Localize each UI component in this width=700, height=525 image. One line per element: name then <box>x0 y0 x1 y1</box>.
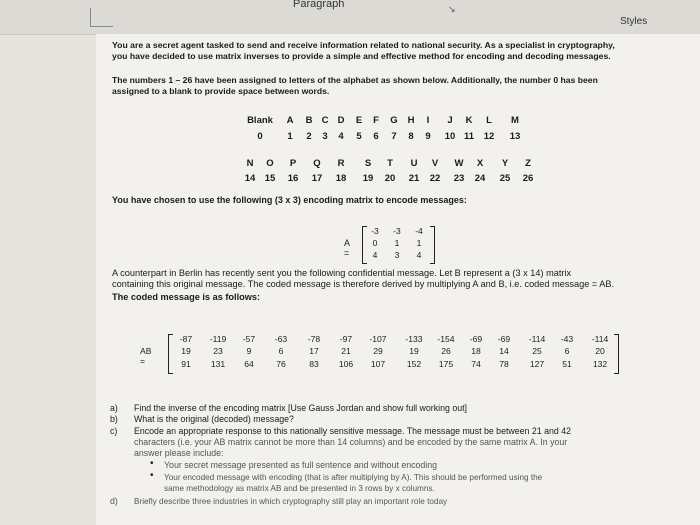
matrix-ab-cell: -154 <box>437 334 455 344</box>
alphabet-number: 9 <box>425 131 431 142</box>
alphabet-letter: H <box>407 115 415 126</box>
alphabet-letter: L <box>486 115 492 126</box>
matrix-ab-cell: 18 <box>471 346 481 356</box>
matrix-ab-cell: 21 <box>341 346 351 356</box>
alphabet-letter: W <box>454 158 464 169</box>
alphabet-letter: C <box>321 115 329 126</box>
alphabet-letter: Y <box>501 158 509 169</box>
question-b-marker: b) <box>110 414 118 424</box>
matrix-a-cell: 1 <box>394 238 400 248</box>
matrix-ab-cell: 78 <box>499 359 509 369</box>
alphabet-number: 22 <box>429 173 441 184</box>
matrix-ab-cell: -69 <box>469 334 483 344</box>
alphabet-letter: Z <box>525 158 531 169</box>
counterpart-line-3: The coded message is as follows: <box>112 292 261 302</box>
alphabet-letter: A <box>286 115 294 126</box>
matrix-ab-cell: -133 <box>405 334 423 344</box>
matrix-ab-cell: 9 <box>246 346 252 356</box>
question-a-marker: a) <box>110 403 118 413</box>
matrix-ab-cell: 76 <box>276 359 286 369</box>
alphabet-number: 13 <box>509 131 521 142</box>
matrix-ab-cell: 107 <box>370 359 386 369</box>
question-c-line-2: characters (i.e. your AB matrix cannot be more than 14 columns) and be encoded by the same matrix A. In your <box>134 437 568 447</box>
matrix-a-cell: 4 <box>416 250 422 260</box>
alphabet-number: 1 <box>287 131 293 142</box>
matrix-ab-cell: 26 <box>441 346 451 356</box>
alphabet-letter: S <box>364 158 372 169</box>
alphabet-number: 19 <box>362 173 374 184</box>
matrix-ab-cell: 64 <box>244 359 254 369</box>
matrix-a-cell: 3 <box>394 250 400 260</box>
matrix-ab-right-bracket <box>614 334 619 374</box>
matrix-intro: You have chosen to use the following (3 x 3) encoding matrix to encode messages: <box>112 195 467 205</box>
matrix-a-cell: 0 <box>372 238 378 248</box>
alphabet-letter: Q <box>313 158 321 169</box>
alphabet-number: 12 <box>483 131 495 142</box>
counterpart-line-2: containing this original message. The coded message is therefore derived by multiplying A and B, i.e. coded message = AB. <box>112 279 615 289</box>
alphabet-letter: N <box>246 158 254 169</box>
alphabet-letter: F <box>373 115 379 126</box>
matrix-ab-cell: 29 <box>373 346 383 356</box>
matrix-ab-cell: 25 <box>532 346 542 356</box>
matrix-ab-cell: 51 <box>562 359 572 369</box>
bullet-2-icon: • <box>150 470 154 481</box>
question-c-line-3: answer please include: <box>134 448 224 458</box>
matrix-ab-cell: -43 <box>560 334 574 344</box>
paragraph-dialog-launcher-icon[interactable]: ↘ <box>448 4 456 14</box>
alphabet-number: 17 <box>311 173 323 184</box>
alphabet-number: 0 <box>257 131 263 142</box>
alphabet-number: 8 <box>408 131 414 142</box>
matrix-ab-cell: 152 <box>406 359 422 369</box>
matrix-ab-cell: -107 <box>369 334 387 344</box>
alphabet-number: 20 <box>384 173 396 184</box>
matrix-ab-cell: -63 <box>274 334 288 344</box>
alphabet-number: 26 <box>522 173 534 184</box>
ribbon-divider <box>90 8 113 27</box>
question-a-text: Find the inverse of the encoding matrix [Use Gauss Jordan and show full working out] <box>134 403 467 413</box>
matrix-ab-cell: 19 <box>409 346 419 356</box>
alphabet-letter: E <box>355 115 363 126</box>
alphabet-number: 3 <box>322 131 328 142</box>
alphabet-letter: P <box>289 158 297 169</box>
matrix-ab-cell: 20 <box>595 346 605 356</box>
question-d-marker: d) <box>110 496 118 506</box>
intro-line-2: you have decided to use matrix inverses to provide a simple and effective method for encoding and decoding messages. <box>112 51 611 61</box>
alphabet-letter: T <box>387 158 393 169</box>
matrix-ab-cell: 6 <box>564 346 570 356</box>
alphabet-number: 24 <box>474 173 486 184</box>
matrix-ab-cell: 83 <box>309 359 319 369</box>
question-c-bullet-1: Your secret message presented as full sentence and without encoding <box>164 460 438 470</box>
matrix-ab-cell: -114 <box>528 334 546 344</box>
alphabet-letter: V <box>431 158 439 169</box>
matrix-a-cell: -3 <box>393 226 401 236</box>
styles-group-label[interactable]: Styles <box>620 16 648 27</box>
word-ribbon <box>0 0 700 35</box>
matrix-a-cell: 1 <box>416 238 422 248</box>
matrix-ab-cell: 23 <box>213 346 223 356</box>
alphabet-letter: Blank <box>247 115 273 126</box>
matrix-a-label: A = <box>344 238 350 258</box>
alphabet-number: 14 <box>244 173 256 184</box>
matrix-ab-cell: 132 <box>592 359 608 369</box>
alphabet-number: 21 <box>408 173 420 184</box>
alphabet-number: 2 <box>306 131 312 142</box>
matrix-ab-cell: -97 <box>339 334 353 344</box>
matrix-ab-cell: 19 <box>181 346 191 356</box>
alphabet-letter: X <box>476 158 484 169</box>
matrix-ab-cell: 175 <box>438 359 454 369</box>
alphabet-letter: D <box>337 115 345 126</box>
matrix-ab-cell: -119 <box>209 334 227 344</box>
matrix-ab-cell: -78 <box>307 334 321 344</box>
matrix-ab-cell: 14 <box>499 346 509 356</box>
bullet-1-icon: • <box>150 458 154 469</box>
alphabet-number: 6 <box>373 131 379 142</box>
matrix-a-cell: -3 <box>371 226 379 236</box>
alphabet-letter: O <box>266 158 274 169</box>
matrix-ab-cell: 127 <box>529 359 545 369</box>
alphabet-letter: G <box>390 115 398 126</box>
alphabet-number: 4 <box>338 131 344 142</box>
matrix-ab-label: AB = <box>140 346 152 366</box>
matrix-a-cell: 4 <box>372 250 378 260</box>
question-c-bullet-2b: same methodology as matrix AB and be presented in 3 rows by x columns. <box>164 484 435 493</box>
matrix-a-cell: -4 <box>415 226 423 236</box>
matrix-ab-cell: -57 <box>242 334 256 344</box>
matrix-ab-cell: 17 <box>309 346 319 356</box>
question-d-text: Briefly describe three industries in which cryptography still play an important role today <box>134 497 448 506</box>
matrix-a-right-bracket <box>430 226 435 264</box>
matrix-ab-cell: -69 <box>497 334 511 344</box>
matrix-ab-cell: -114 <box>591 334 609 344</box>
matrix-ab-cell: 74 <box>471 359 481 369</box>
question-c-bullet-2a: Your encoded message with encoding (that is after multiplying by A). This should be performed using the <box>164 473 543 482</box>
question-c-marker: c) <box>110 426 118 436</box>
alphabet-number: 15 <box>264 173 276 184</box>
alphabet-letter: I <box>426 115 430 126</box>
alphabet-letter: B <box>305 115 313 126</box>
alphabet-number: 7 <box>391 131 397 142</box>
counterpart-line-1: A counterpart in Berlin has recently sent you the following confidential message. Let B represent a (3 x 14) matrix <box>112 268 572 278</box>
alphabet-number: 16 <box>287 173 299 184</box>
paragraph-group-label: Paragraph <box>293 0 345 10</box>
question-b-text: What is the original (decoded) message? <box>134 414 294 424</box>
matrix-ab-cell: -87 <box>179 334 193 344</box>
alphabet-number: 5 <box>356 131 362 142</box>
matrix-ab-cell: 106 <box>338 359 354 369</box>
numbers-line-1: The numbers 1 – 26 have been assigned to letters of the alphabet as shown below. Additionally, the number 0 has been <box>112 75 598 85</box>
matrix-ab-cell: 91 <box>181 359 191 369</box>
alphabet-number: 11 <box>463 131 475 142</box>
numbers-line-2: assigned to a blank to provide space between words. <box>112 86 330 96</box>
matrix-ab-cell: 6 <box>278 346 284 356</box>
alphabet-letter: R <box>337 158 345 169</box>
alphabet-letter: U <box>410 158 418 169</box>
alphabet-number: 18 <box>335 173 347 184</box>
alphabet-letter: K <box>465 115 473 126</box>
alphabet-number: 25 <box>499 173 511 184</box>
matrix-ab-cell: 131 <box>210 359 226 369</box>
alphabet-letter: J <box>447 115 453 126</box>
question-c-line-1: Encode an appropriate response to this nationally sensitive message. The message must be between 21 and 42 <box>134 426 572 436</box>
alphabet-letter: M <box>511 115 519 126</box>
alphabet-number: 23 <box>453 173 465 184</box>
alphabet-number: 10 <box>444 131 456 142</box>
intro-line-1: You are a secret agent tasked to send and receive information related to national security. As a specialist in cryptography, <box>112 40 615 50</box>
